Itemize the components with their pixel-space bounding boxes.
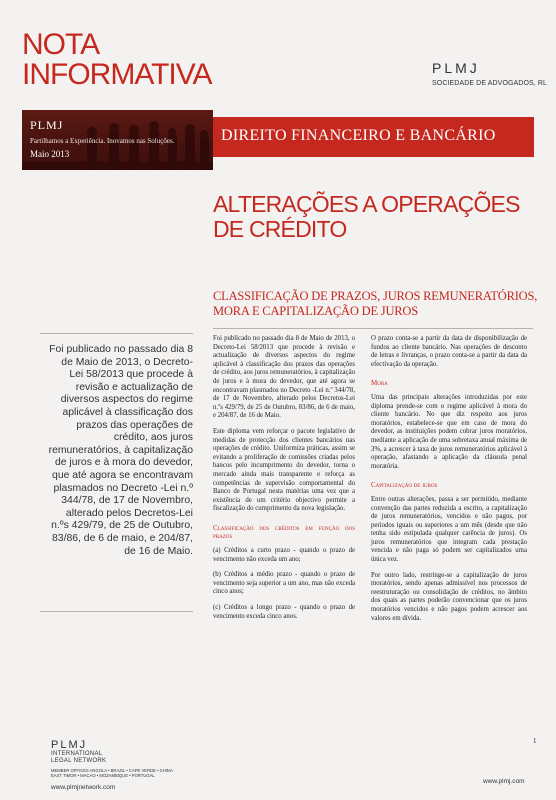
network-website-link[interactable]: www.plmjnetwork.com: [51, 784, 116, 791]
section-heading-prazos: Classificação dos créditos em função dos prazos: [213, 523, 355, 541]
plmj-logo: [432, 60, 547, 87]
paragraph: Uma das principais alterações introduzidas por este diploma prende-se com o regime aplicável à mora do cliente bancário. No que diz respeito aos juros moratórios, estabelece-se que em caso de mora do devedor, as instituições podem cobrar juros moratórios, mediante a aplicação de uma sobretaxa anual máxima de 3%, a acrescer à taxa de juros remuneratórios aplicável à operação, afastando a aplicação da cláusula penal moratória.: [371, 393, 527, 470]
network-logo: [51, 739, 181, 778]
subtitle-rule: [213, 328, 533, 329]
page-number: 1: [533, 737, 537, 745]
network-line-2: LEGAL NETWORK: [51, 758, 107, 764]
paragraph: O prazo conta-se a partir da data de disponibilização de fundos ao cliente bancário. Nas operações de desconto de letras e livranças, o prazo conta-se a partir da data da efectivação da operação.: [371, 335, 527, 368]
intro-summary: Foi publicado no passado dia 8 de Maio de 2013, o Decreto-Lei 58/2013 que procede à revisão e actualização de diversos aspectos do regime aplicável à classificação dos prazos das operações de crédito, aos juros remuneratórios, à capitalização de juros e à mora do devedor, que até agora se encontravam plasmados no Decreto -Lei n.º 344/78, de 17 de Novembro, alterado pelos Decretos-Lei n.ºs 429/79, de 25 de Outubro, 83/86, de 6 de maio, e 204/87, de 16 de Maio.: [48, 344, 193, 557]
list-item: (c) Créditos a longo prazo - quando o prazo de vencimento exceda cinco anos.: [213, 604, 355, 620]
list-item: (b) Créditos a médio prazo - quando o prazo de vencimento seja superior a um ano, mas não exceda cinco anos;: [213, 571, 355, 596]
section-band-label: DIREITO FINANCEIRO E BANCÁRIO: [221, 127, 496, 144]
member-offices: MEMBER OFFICES ANGOLA • BRAZIL • CAPE VERDE • CHINA EAST TIMOR • MACAO • MOZAMBIQUE • PORTUGAL: [51, 768, 173, 778]
article-column-2: [371, 335, 527, 630]
article-subtitle: CLASSIFICAÇÃO DE PRAZOS, JUROS REMUNERATÓRIOS, MORA E CAPITALIZAÇÃO DE JUROS: [213, 289, 538, 318]
logo-text: PLMJ: [432, 60, 480, 76]
network-line-1: INTERNATIONAL: [51, 751, 103, 757]
list-item: (a) Créditos a curto prazo - quando o prazo de vencimento não exceda um ano;: [213, 547, 355, 563]
section-heading-capitalizacao: Capitalização de juros: [371, 481, 438, 490]
section-band: [213, 117, 534, 157]
paragraph: Este diploma vem reforçar o pacote legislativo de medidas de protecção dos clientes bancários nas operações de crédito. Uniformiza práticas, assim se evitando a proliferação de comissões criadas pelos bancos pelo incumprimento do devedor, torna o mercado ainda mais transparente e reforça as competências de supervisão comportamental do Banco de Portugal nesta matérias uma vez que a existência de um critério objectivo permite a fiscalização do cumprimento da nova legislação.: [213, 427, 355, 513]
paragraph: Por outro lado, restringe-se a capitalização de juros moratórios, sendo apenas admissível nos processos de reestruturação ou consolidação de créditos, no âmbito dos quais as partes poderão convencionar que os juros moratórios vencidos e não pagos podem acrescer aos valores em dívida.: [371, 571, 527, 622]
article-column-1: [213, 335, 355, 628]
banner-brand: PLMJ: [30, 118, 64, 132]
nota-informativa-title: [22, 30, 212, 90]
paragraph: Foi publicado no passado dia 8 de Maio de 2013, o Decreto-Lei 58/2013 que procede à revisão e actualização de diversos aspectos do regime aplicável à classificação dos prazos das operações de crédito, aos juros remuneratórios, à capitalização de juros e à mora do devedor, que até agora se encontravam plasmados no Decreto -Lei n.º 344/78, de 17 de Novembro, alterado pelos Decretos-Lei n.ºs 429/79, de 25 de Outubro, 83/86, de 6 de maio, e 204/87, de 16 de Maio.: [213, 335, 355, 420]
title-line-1: NOTA: [22, 28, 100, 61]
title-line-2: INFORMATIVA: [22, 58, 212, 91]
intro-rule-top: [40, 333, 193, 334]
banner-image: [22, 110, 213, 170]
logo-subtitle: SOCIEDADE DE ADVOGADOS, RL: [432, 80, 548, 87]
banner-motto: Partilhamos a Experiência. Inovamos nas Soluções.: [30, 137, 175, 145]
network-logo-text: PLMJ: [51, 739, 88, 751]
article-title: ALTERAÇÕES A OPERAÇÕES DE CRÉDITO: [213, 191, 520, 242]
intro-rule-bottom: [40, 611, 193, 612]
section-heading-mora: Mora: [371, 379, 388, 388]
website-link[interactable]: www.plmj.com: [483, 778, 525, 785]
paragraph: Entre outras alterações, passa a ser permitido, mediante convenção das partes reduzida a escrito, a capitalização de juros remuneratórios, vencidos e não pagos, por períodos iguais ou superiores a um mês (desde que não tenha sido estipulada qualquer carência de juros). Os juros remuneratórios que integram cada prestação vencida e não paga só podem ser capitalizados uma única vez.: [371, 495, 527, 564]
publication-date: Maio 2013: [30, 149, 70, 159]
